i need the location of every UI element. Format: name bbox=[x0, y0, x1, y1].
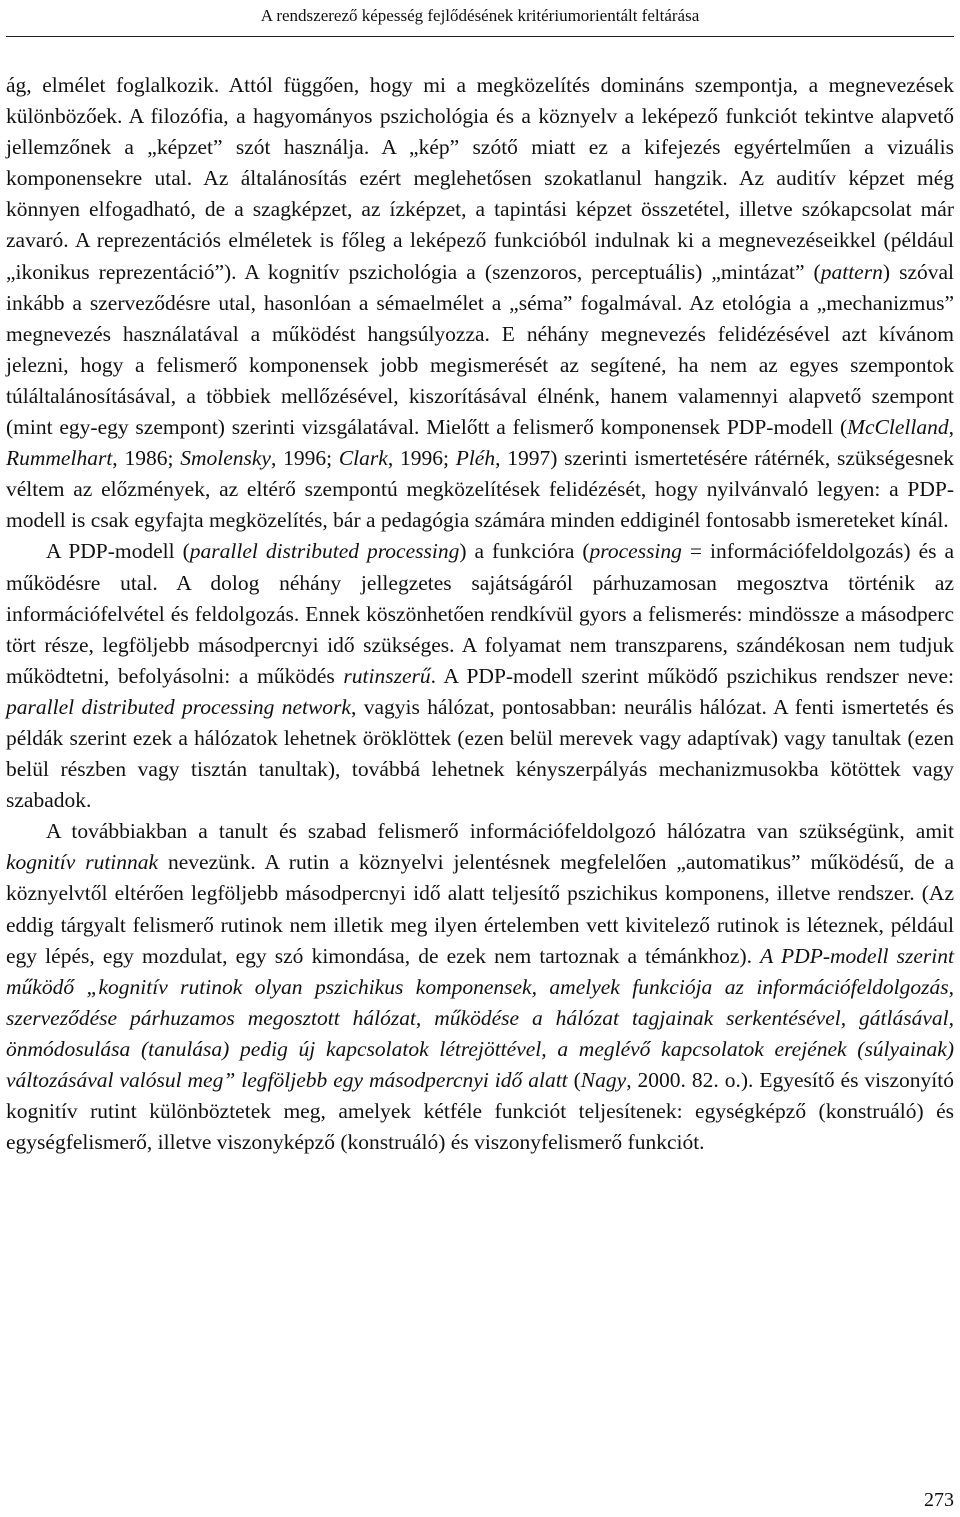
running-header: A rendszerező képesség fejlődésének kritériumorientált feltárása bbox=[260, 6, 700, 25]
text-run: ) szóval inkább a szerveződésre utal, hasonlóan a sémaelmélet a „séma” fogalmával. Az etológia a „mechanizmus” megnevezés használatával a működést hangsúlyozza. E néhány megnevezés felidézésével azt kívánom jelezni, hogy a felismerő komponensek jobb megismerését az segítené, ha nem az egyes szempontok túláltalánosításával, a többiek mellőzésével, kiszorításával élnénk, hanem valamennyi alapvető szempont (mint egy-egy szempont) szerinti vizsgálatával. Mielőtt a felismerő komponensek PDP-modell ( bbox=[6, 259, 954, 440]
text-run: , bbox=[948, 415, 954, 440]
text-run: = információfeldolgozás) és a működésre utal. A dolog néhány jellegzetes sajátságáról párhuzamosan megosztva történik az információfelvétel és feldolgozás. Ennek köszönhetően rendkívül gyors a felismerés: mindössze a másodperc tört része, legföljebb másodpercnyi idő szükséges. A folyamat nem transzparens, szándékosan nem tudjuk működtetni, befolyásolni: a működés bbox=[6, 539, 954, 688]
paragraph-1 bbox=[6, 70, 954, 536]
text-run: ) a funkcióra ( bbox=[459, 539, 590, 564]
body-text bbox=[6, 70, 954, 1158]
text-run: ( bbox=[567, 1068, 581, 1092]
italic-text: Pléh bbox=[455, 446, 496, 471]
italic-text: Smolensky bbox=[180, 446, 271, 471]
paragraph-2 bbox=[6, 536, 954, 816]
text-run: , 1986; bbox=[112, 446, 181, 471]
italic-text: parallel distributed processing network bbox=[6, 694, 351, 719]
header-rule bbox=[6, 36, 954, 37]
text-run: A PDP-modell ( bbox=[46, 539, 190, 564]
italic-text: Nagy bbox=[580, 1068, 627, 1092]
italic-text: kognitív rutinnak bbox=[6, 850, 159, 875]
italic-text: Clark bbox=[338, 446, 388, 471]
italic-text: rutinszerű bbox=[343, 663, 431, 688]
italic-text: A PDP-modell szerint működő „kognitív rutinok olyan pszichikus komponensek, amelyek funkciója az információfeldolgozás, szerveződése párhuzamos megosztott hálózat, működése a hálózat tagjainak serkentésével, gátlásával, önmódosulása (tanulása) pedig új kapcsolatok létrejöttével, a meglévő kapcsolatok erejének (súlyainak) változásával valósul meg” legföljebb egy másodpercnyi idő alatt bbox=[6, 943, 954, 1092]
text-run: . A PDP-modell szerint működő pszichikus rendszer neve: bbox=[430, 663, 954, 688]
italic-text: Rummelhart bbox=[6, 446, 113, 471]
text-run: , 2000. 82. o.). Egyesítő és viszonyító kognitív rutint különböztetek meg, amelyek kétféle funkciót teljesítenek: egységképző (konstruáló) és egységfelismerő, illetve viszonyképző (konstruáló) és viszonyfelismerő funkciót. bbox=[6, 1068, 954, 1155]
italic-text: McClelland bbox=[847, 415, 949, 440]
paragraph-3 bbox=[6, 816, 954, 1158]
italic-text: pattern bbox=[820, 259, 883, 284]
text-run: A továbbiakban a tanult és szabad felismerő információfeldolgozó hálózatra van szükségünk, amit bbox=[46, 819, 954, 844]
text-run: , 1996; bbox=[387, 446, 456, 471]
text-run: , 1996; bbox=[270, 446, 339, 471]
italic-text: processing bbox=[589, 539, 682, 564]
italic-text: parallel distributed processing bbox=[189, 539, 460, 564]
page-number: 273 bbox=[924, 1489, 954, 1511]
text-run: ág, elmélet foglalkozik. Attól függően, hogy mi a megközelítés domináns szempontja, a megnevezések különbözőek. A filozófia, a hagyományos pszichológia és a köznyelv a leképező funkciót tekintve alapvető jellemzőnek a „képzet” szót használja. A „kép” szótő miatt ez a kifejezés egyértelműen a vizuális komponensekre utal. Az általánosítás ezért meglehetősen szokatlanul hangzik. Az auditív képzet még könnyen elfogadható, de a szagképzet, az ízképzet, a tapintási képzet összetétel, illetve szókapcsolat már zavaró. A reprezentációs elméletek is főleg a leképező funkcióból indulnak ki a megnevezéseikkel (például „ikonikus reprezentáció”). A kognitív pszichológia a (szenzoros, perceptuális) „mintázat” ( bbox=[6, 73, 954, 284]
text-run: , vagyis hálózat, pontosabban: neurális hálózat. A fenti ismertetés és példák szerint ezek a hálózatok lehetnek öröklöttek (ezen belül merevek vagy adaptívak) vagy tanultak (ezen belül részben vagy tisztán tanultak), továbbá lehetnek kényszerpályás mechanizmusokba kötöttek vagy szabadok. bbox=[6, 694, 954, 813]
text-run: nevezünk. A rutin a köznyelvi jelentésnek megfelelően „automatikus” működésű, de a köznyelvtől eltérően legföljebb másodpercnyi idő alatt teljesítő pszichikus komponens, illetve rendszer. (Az eddig tárgyalt felismerő rutinok nem illetik meg ilyen értelemben vett kivitelező rutinok is léteznek, például egy lépés, egy mozdulat, egy szó kimondása, de ezek nem tartoznak a témánkhoz). bbox=[6, 850, 954, 968]
text-run: , 1997) szerinti ismertetésére rátérnék, szükségesnek véltem az előzmények, az eltérő szempontú megközelítések felidézését, hogy nyilvánvaló legyen: a PDP-modell is csak egyfajta megközelítés, bár a pedagógia számára minden eddiginél fontosabb ismereteket kínál. bbox=[6, 446, 954, 533]
